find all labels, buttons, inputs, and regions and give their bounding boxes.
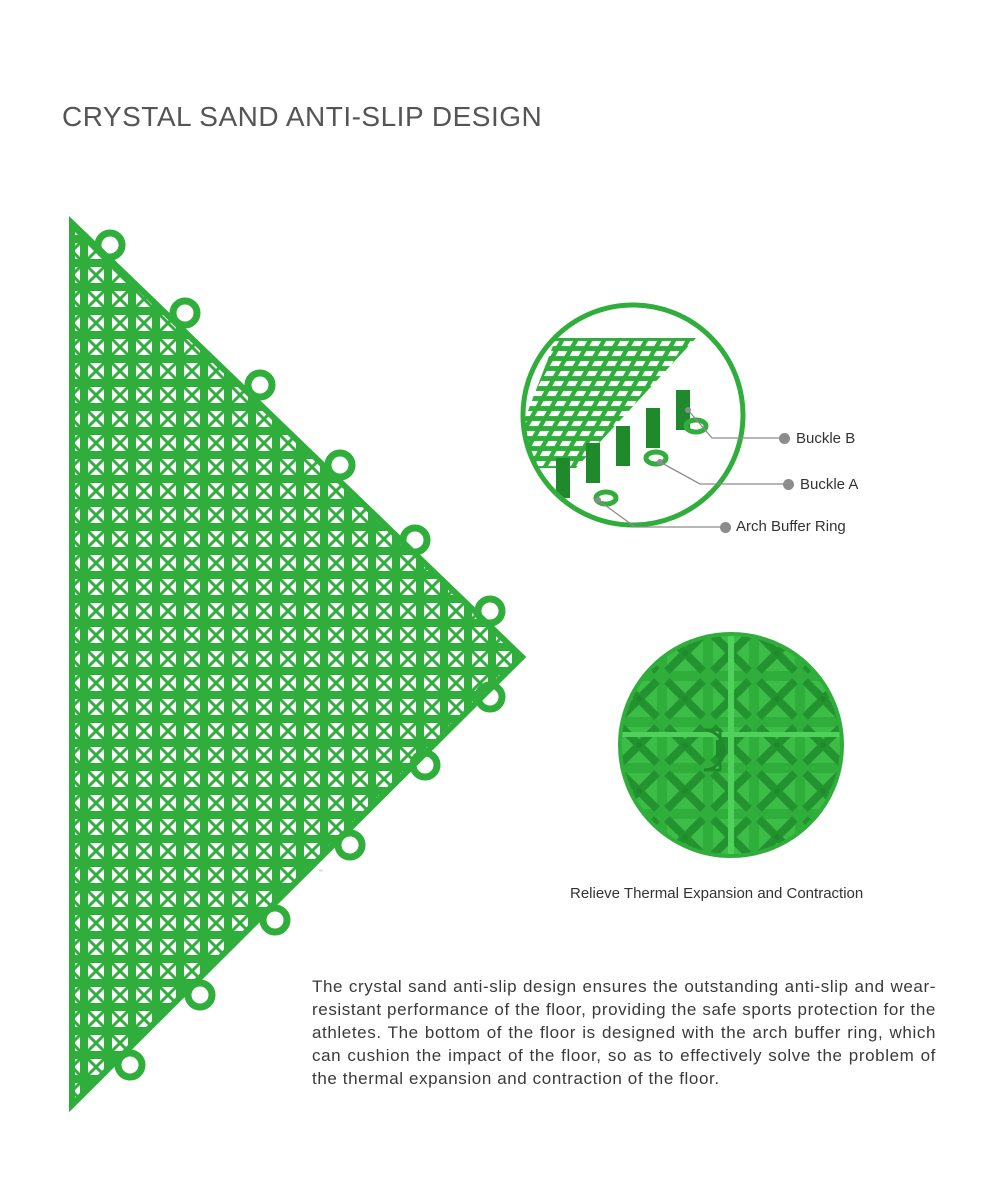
buckle-a-label: Buckle A — [800, 476, 859, 493]
page-title: CRYSTAL SAND ANTI-SLIP DESIGN — [62, 100, 543, 132]
arch-buffer-ring-marker — [720, 522, 731, 533]
description-paragraph: The crystal sand anti-slip design ensures the outstanding anti-slip and wear-resistant performance of the floor, providing the safe sports protection for the athletes. The bottom of the floor is designed with the arch buffer ring, which can cushion the impact of the floor, so as to effectively solve the problem of the thermal expansion and contraction of the floor. — [312, 977, 936, 1088]
arch-buffer-ring-label: Arch Buffer Ring — [736, 518, 846, 535]
buckle-a-marker — [783, 479, 794, 490]
detail-caption: Relieve Thermal Expansion and Contraction — [570, 885, 864, 902]
thermal-expansion-detail-image — [616, 630, 846, 860]
buckle-b-label: Buckle B — [796, 430, 856, 447]
trademark-mark: ™ — [318, 869, 323, 875]
buckle-b-marker — [779, 433, 790, 444]
